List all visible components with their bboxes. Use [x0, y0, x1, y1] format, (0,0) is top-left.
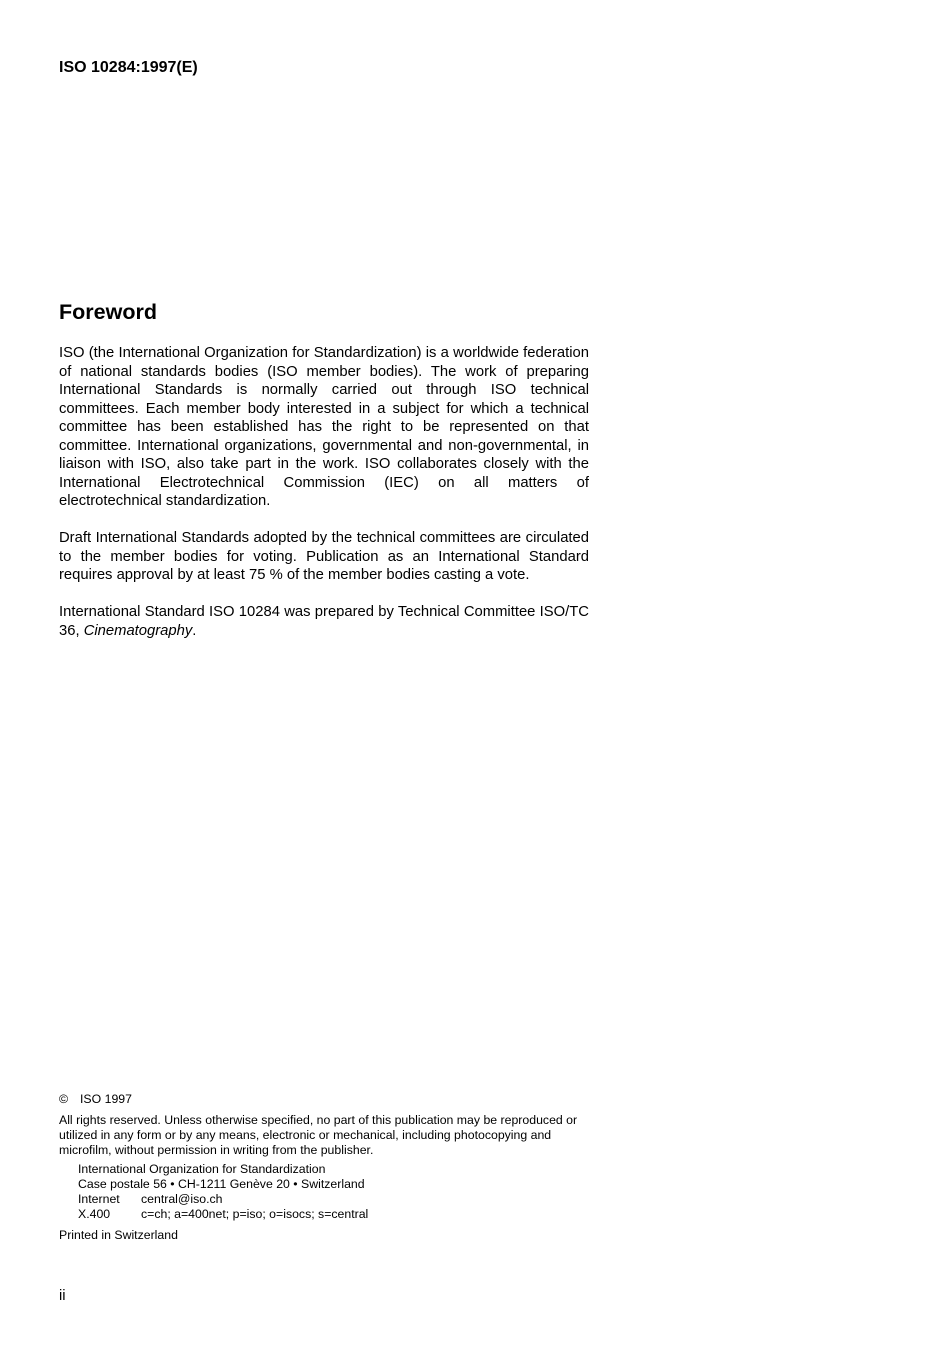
foreword-title: Foreword — [59, 300, 157, 324]
copyright-symbol: © — [59, 1092, 69, 1106]
paragraph-3-suffix: . — [192, 622, 197, 639]
paragraph-3-prefix: International Standard ISO 10284 was prepared by Technical Committee ISO/TC 36, — [59, 604, 589, 639]
rights-statement: All rights reserved. Unless otherwise specified, no part of this publication may be reproduced or utilized in any form or by any means, electronic or mechanical, including photocopying and microfilm, without permission in writing from the publisher. — [59, 1113, 578, 1157]
internet-label: Internet — [78, 1192, 120, 1206]
copyright-block — [59, 1092, 599, 1243]
foreword-paragraph-3 — [59, 603, 589, 640]
copyright-line — [59, 1092, 599, 1107]
x400-label: X.400 — [78, 1207, 111, 1221]
internet-row — [78, 1192, 599, 1207]
internet-address: central@iso.ch — [141, 1192, 223, 1206]
foreword-paragraph-1: ISO (the International Organization for Standardization) is a worldwide federation of national standards bodies (ISO member bodies). The work of preparing International Standards is normally carried out through ISO technical committees. Each member body interested in a subject for which a technical committee has been established has the right to be represented on that committee. International organizations, governmental and non-governmental, in liaison with ISO, also take part in the work. ISO collaborates closely with the International Electrotechnical Commission (IEC) on all matters of electrotechnical standardization. — [59, 345, 589, 509]
page-number: ii — [59, 1288, 66, 1304]
foreword-body — [59, 344, 589, 659]
foreword-paragraph-2: Draft International Standards adopted by the technical committees are circulated to the member bodies for voting. Publication as an International Standard requires approval by at least 75 % of the member bodies casting a vote. — [59, 530, 589, 583]
printed-in: Printed in Switzerland — [59, 1228, 178, 1242]
x400-row — [78, 1207, 599, 1222]
postal-address: Case postale 56 • CH-1211 Genève 20 • Switzerland — [78, 1177, 365, 1191]
document-id: ISO 10284:1997(E) — [59, 59, 198, 76]
copyright-year: ISO 1997 — [80, 1092, 132, 1106]
committee-name: Cinematography — [83, 622, 193, 639]
organization-name: International Organization for Standardization — [78, 1162, 326, 1176]
publisher-address — [78, 1162, 599, 1222]
x400-address: c=ch; a=400net; p=iso; o=isocs; s=central — [141, 1207, 369, 1221]
